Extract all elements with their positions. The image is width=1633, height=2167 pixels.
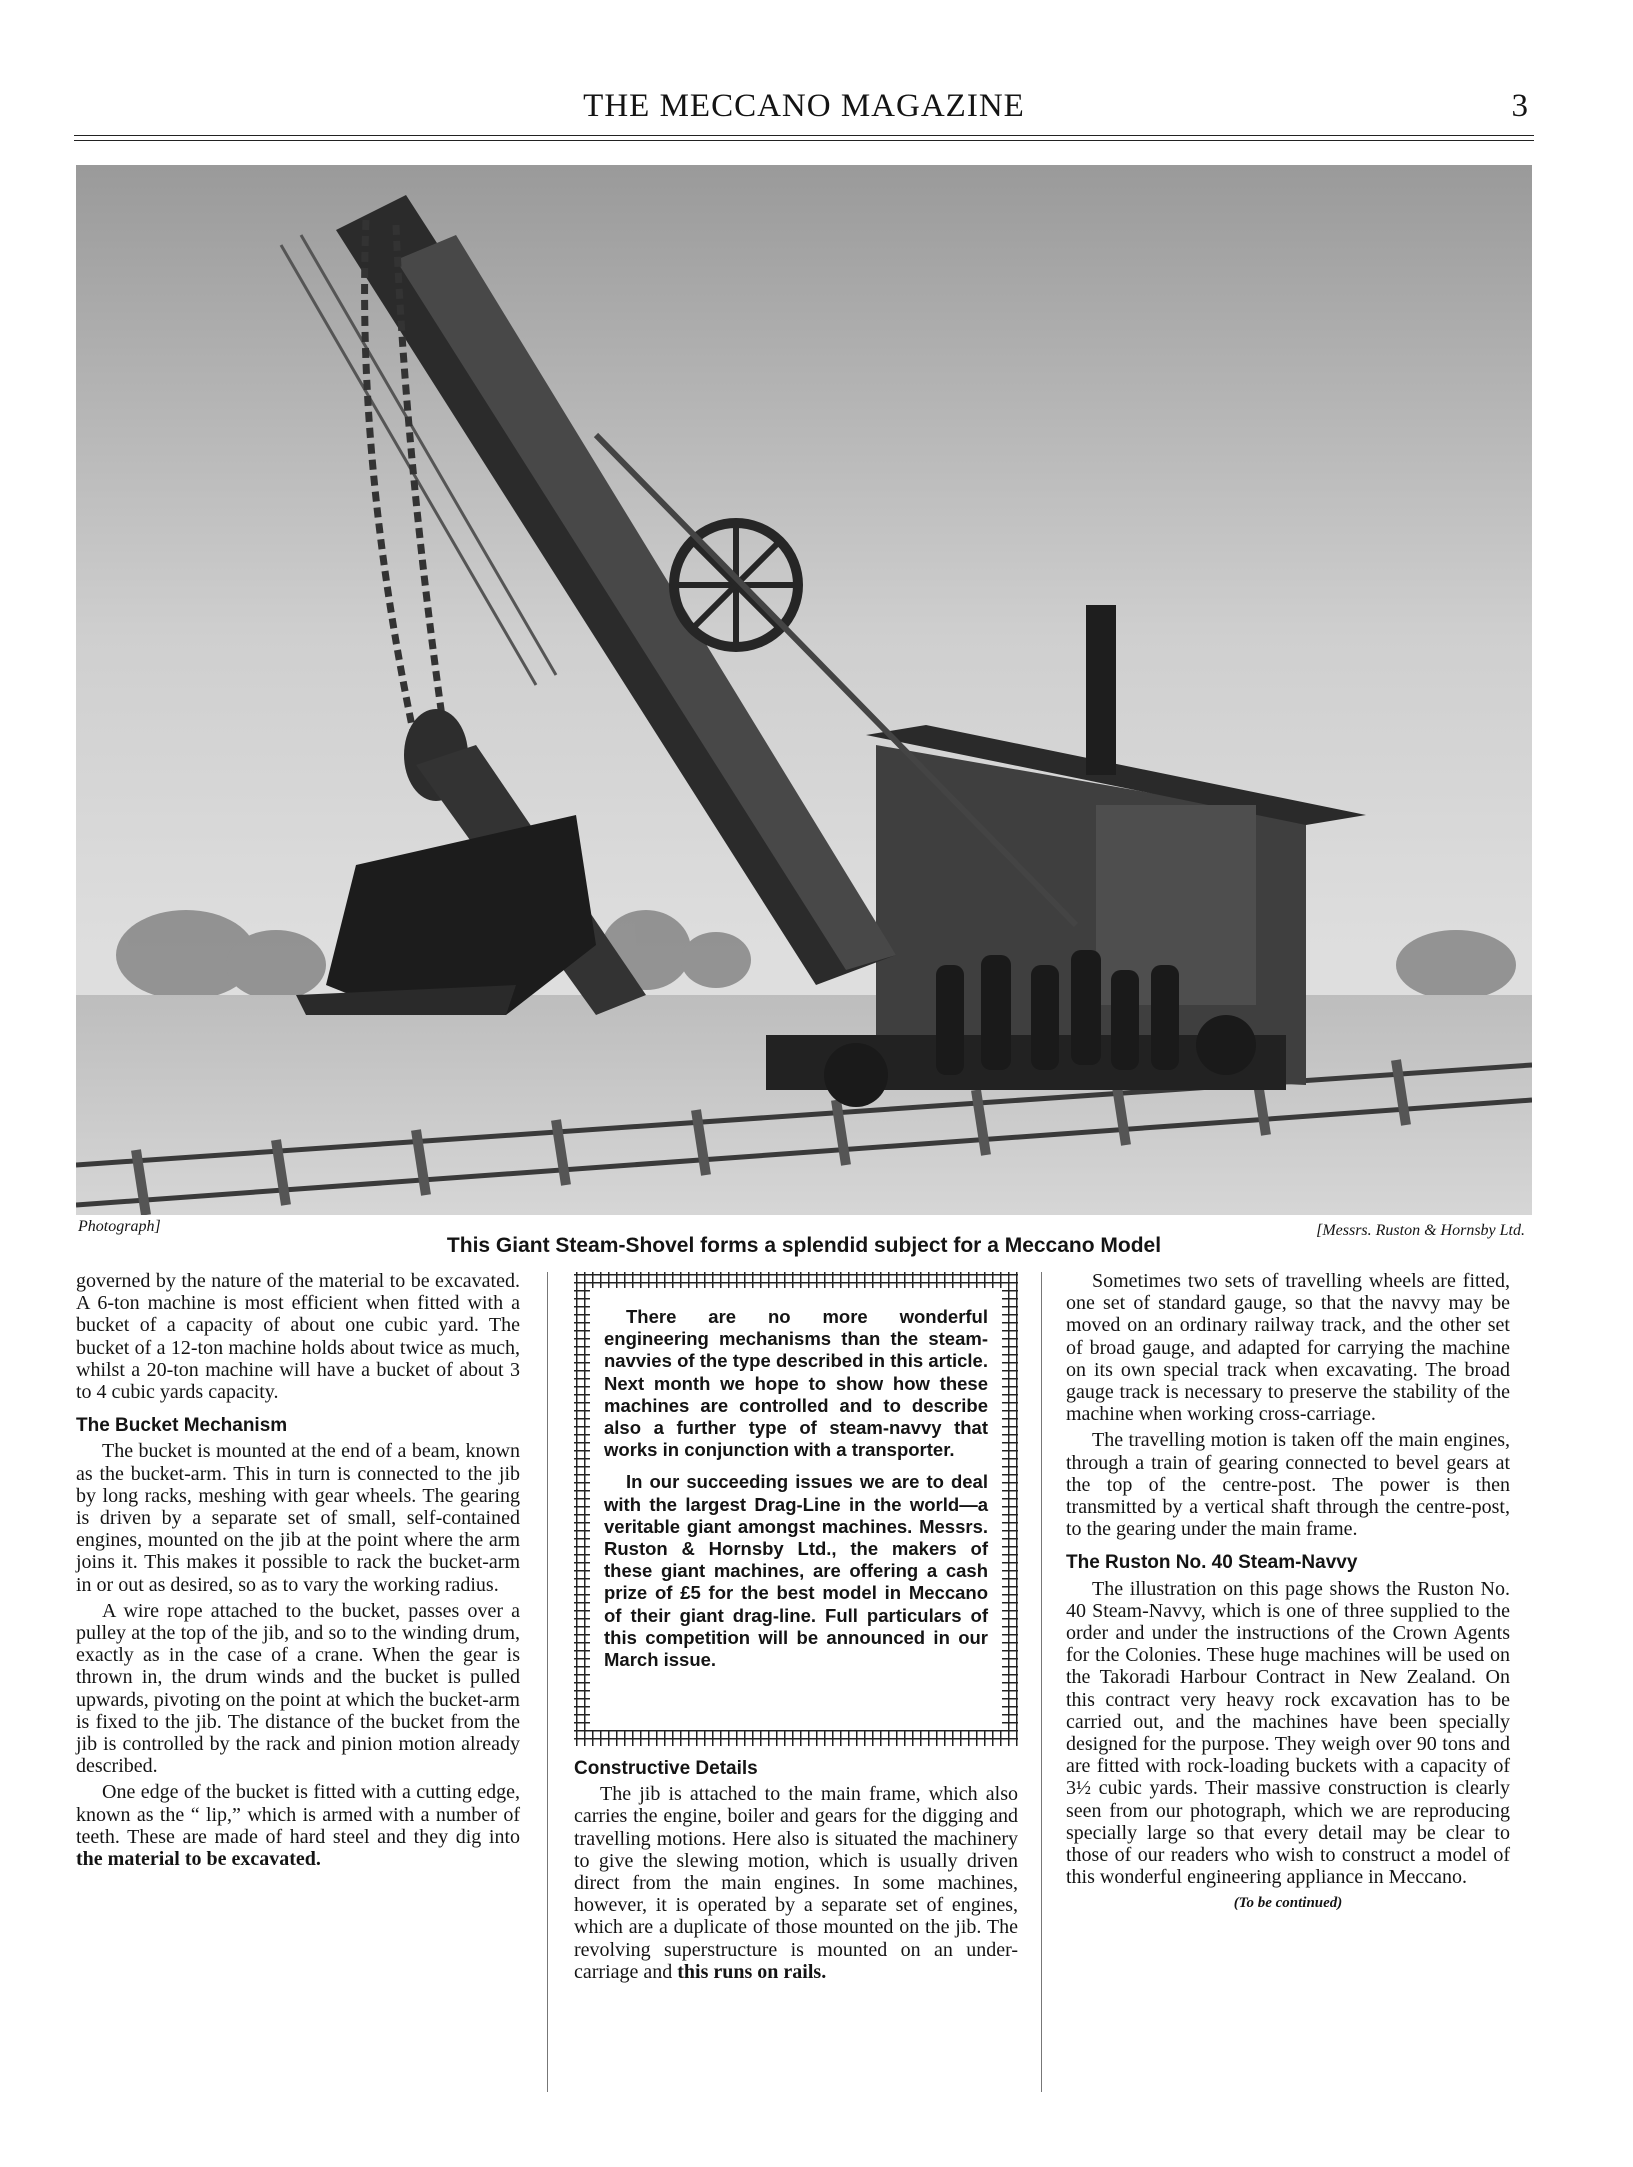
paragraph: A wire rope attached to the bucket, passes over a pulley at the top of the jib, and so to the winding drum, exactly as in the case of a crane. When the gear is thrown in, the drum winds and the bucket is pulled upwards, pivoting on the point at which the bucket-arm is fixed to the jib. The distance of the bucket from the jib is controlled by the rack and pinion motion already described. xyxy=(76,1599,520,1778)
magazine-title: THE MECCANO MAGAZINE xyxy=(583,88,1025,124)
page-header xyxy=(74,88,1534,132)
page-number: 3 xyxy=(1511,88,1528,124)
paragraph xyxy=(76,1781,520,1870)
notice-paragraph: In our succeeding issues we are to deal with the largest Drag-Line in the world—a veritable giant amongst machines. Messrs. Ruston & Hornsby Ltd., the makers of these giant machines, are offering a cash prize of £5 for the best model in Meccano of their giant drag-line. Full particulars of this competition will be announced in our March issue. xyxy=(604,1471,988,1671)
column-divider-1 xyxy=(547,1272,548,2092)
paragraph-text-bold: this runs on rails. xyxy=(677,1960,827,1983)
notice-text xyxy=(604,1306,988,1681)
continued-note: (To be continued) xyxy=(1233,1895,1343,1912)
paragraph-text: The jib is attached to the main frame, which also carries the engine, boiler and gears for the digging and travelling motions. Here also is situated the machinery to give the slewing motion, which is usually driven direct from the main engines. In some machines, however, it is operated by a separate set of engines, which are a duplicate of those mounted on the jib. The revolving superstructure is mounted on an under-carriage and xyxy=(574,1783,1018,1983)
column-two xyxy=(574,1270,1018,1987)
paragraph: The illustration on this page shows the Ruston No. 40 Steam-Navvy, which is one of three supplied to the order and under the instructions of the Crown Agents for the Colonies. These huge machines will be used on the Takoradi Harbour Contract in New Zealand. On this contract very heavy rock excavation has to be carried out, and the machines have been specially designed for the purpose. They weigh over 90 tons and are fitted with rock-loading buckets with a capacity of 3½ cubic yards. Their massive construction is clearly seen from our photograph, which we are reproducing specially large so that every detail may be clear to those of our readers who wish to construct a model of this wonderful engineering appliance in Meccano. xyxy=(1066,1577,1510,1889)
notice-paragraph: There are no more wonderful engineering mechanisms than the steam-navvies of the type described in this article. Next month we hope to show how these machines are controlled and to describe also a further type of steam-navvy that works in conjunction with a transporter. xyxy=(604,1306,988,1461)
photo-credit-left: Photograph] xyxy=(78,1218,161,1235)
notice-box xyxy=(574,1272,1018,1746)
column-one xyxy=(76,1270,520,1874)
section-heading-ruston-no-40: The Ruston No. 40 Steam-Navvy xyxy=(1066,1552,1358,1574)
paragraph: The bucket is mounted at the end of a beam, known as the bucket-arm. This in turn is connected to the jib by long racks, meshing with gear wheels. The gearing is driven by a separate set of small, self-contained engines, mounted on the jib at the point where the arm joins it. This makes it possible to rack the bucket-arm in or out as desired, so as to vary the working radius. xyxy=(76,1440,520,1596)
column-three xyxy=(1066,1270,1510,1915)
paragraph-text-bold: the material to be excavated. xyxy=(76,1848,321,1871)
header-rule-top xyxy=(74,135,1534,136)
steam-shovel-illustration xyxy=(76,165,1532,1215)
paragraph: Sometimes two sets of travelling wheels are fitted, one set of standard gauge, so that the navvy may be moved on an ordinary railway track, and the other set of broad gauge, and adapted for carrying the machine on its own special track when excavating. The broad gauge track is necessary to preserve the stability of the machine when working cross-carriage. xyxy=(1066,1270,1510,1426)
paragraph: The travelling motion is taken off the main engines, through a train of gearing connected to bevel gears at the top of the centre-post. The power is then transmitted by a vertical shaft through the centre-post, to the gearing under the main frame. xyxy=(1066,1429,1510,1541)
column-divider-2 xyxy=(1041,1272,1042,2092)
photo-credit-right: [Messrs. Ruston & Hornsby Ltd. xyxy=(1316,1222,1525,1239)
paragraph: governed by the nature of the material to be excavated. A 6-ton machine is most efficient when fitted with a bucket of a capacity of about one cubic yard. The bucket of a 12-ton machine holds about twice as much, whilst a 20-ton machine will have a bucket of about 3 to 4 cubic yards capacity. xyxy=(76,1270,520,1404)
header-rule-bottom xyxy=(74,140,1534,141)
paragraph xyxy=(574,1783,1018,1983)
section-heading-constructive-details: Constructive Details xyxy=(574,1758,758,1779)
section-heading-bucket-mechanism: The Bucket Mechanism xyxy=(76,1415,288,1437)
photo-caption: This Giant Steam-Shovel forms a splendid subject for a Meccano Model xyxy=(446,1234,1162,1257)
paragraph-text: One edge of the bucket is fitted with a cutting edge, known as the “ lip,” which is armed with a number of teeth. These are made of hard steel and they dig into xyxy=(76,1781,520,1848)
steam-shovel-photograph xyxy=(76,165,1532,1215)
